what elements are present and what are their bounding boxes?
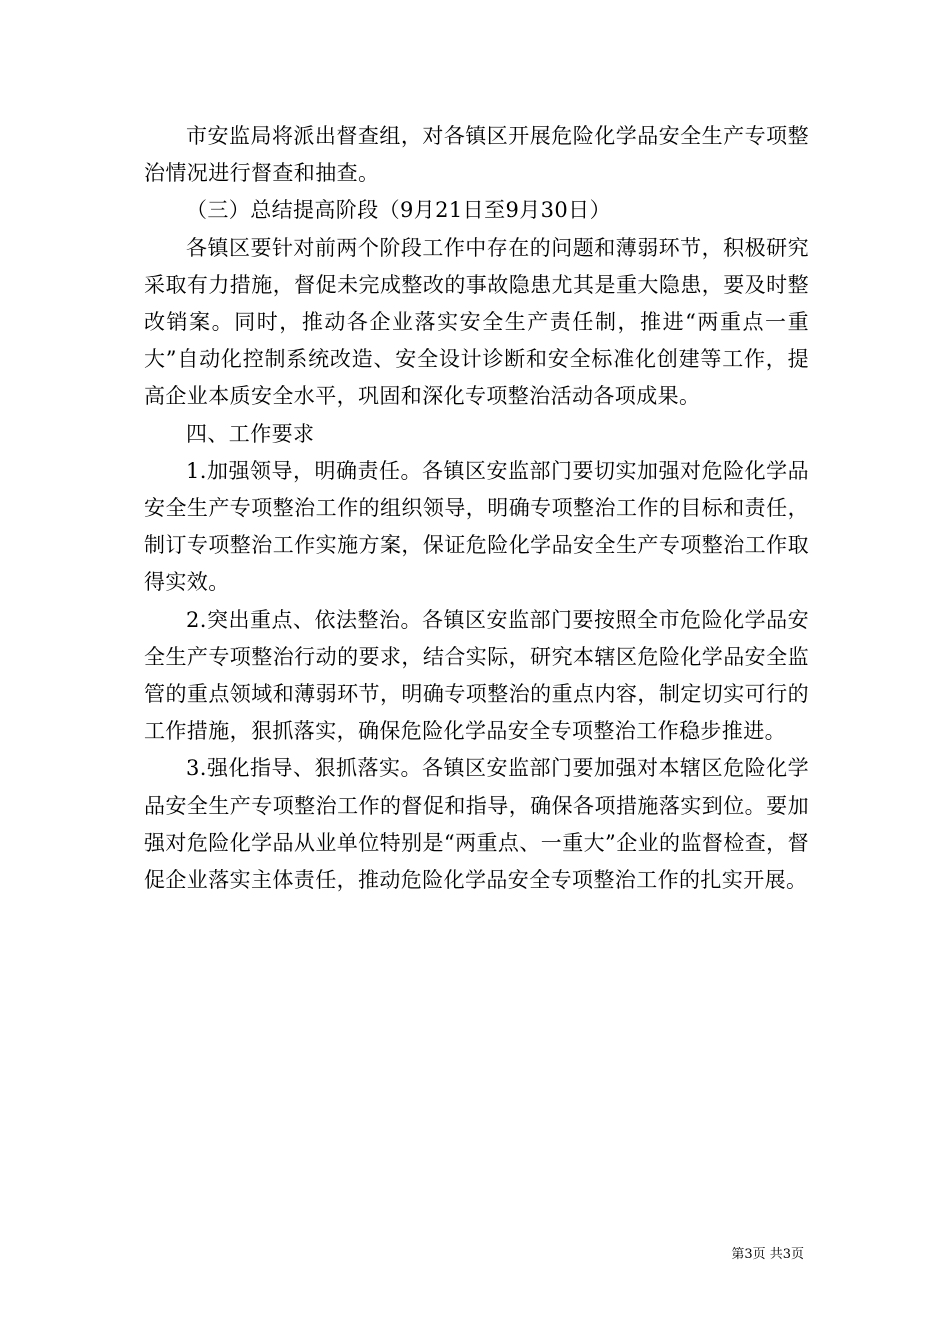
section-heading-summary-stage: （三）总结提高阶段（9月21日至9月30日） — [186, 198, 611, 223]
document-body — [144, 118, 809, 899]
paragraph-summary-stage: 各镇区要针对前两个阶段工作中存在的问题和薄弱环节，积极研究采取有力措施，督促未完成整改的事故隐患尤其是重大隐患，要及时整改销案。同时，推动各企业落实安全生产责任制，推进“两重点一重大”自动化控制系统改造、安全设计诊断和安全标准化创建等工作，提高企业本质安全水平，巩固和深化专项整治活动各项成果。 — [144, 235, 809, 409]
paragraph-requirement-2: 2.突出重点、依法整治。各镇区安监部门要按照全市危险化学品安全生产专项整治行动的要求，结合实际，研究本辖区危险化学品安全监管的重点领域和薄弱环节，明确专项整治的重点内容，制定切实可行的工作措施，狠抓落实，确保危险化学品安全专项整治工作稳步推进。 — [144, 607, 809, 744]
paragraph-requirement-1: 1.加强领导，明确责任。各镇区安监部门要切实加强对危险化学品安全生产专项整治工作的组织领导，明确专项整治工作的目标和责任，制订专项整治工作实施方案，保证危险化学品安全生产专项整治工作取得实效。 — [144, 458, 809, 595]
section-heading-work-requirements: 四、工作要求 — [186, 421, 315, 446]
page-number-footer: 第3页 共3页 — [731, 1247, 804, 1262]
paragraph-inspection: 市安监局将派出督查组，对各镇区开展危险化学品安全生产专项整治情况进行督查和抽查。 — [144, 124, 809, 186]
paragraph-requirement-3: 3.强化指导、狠抓落实。各镇区安监部门要加强对本辖区危险化学品安全生产专项整治工作的督促和指导，确保各项措施落实到位。要加强对危险化学品从业单位特别是“两重点、一重大”企业的监督检查，督促企业落实主体责任，推动危险化学品安全专项整治工作的扎实开展。 — [144, 756, 809, 893]
